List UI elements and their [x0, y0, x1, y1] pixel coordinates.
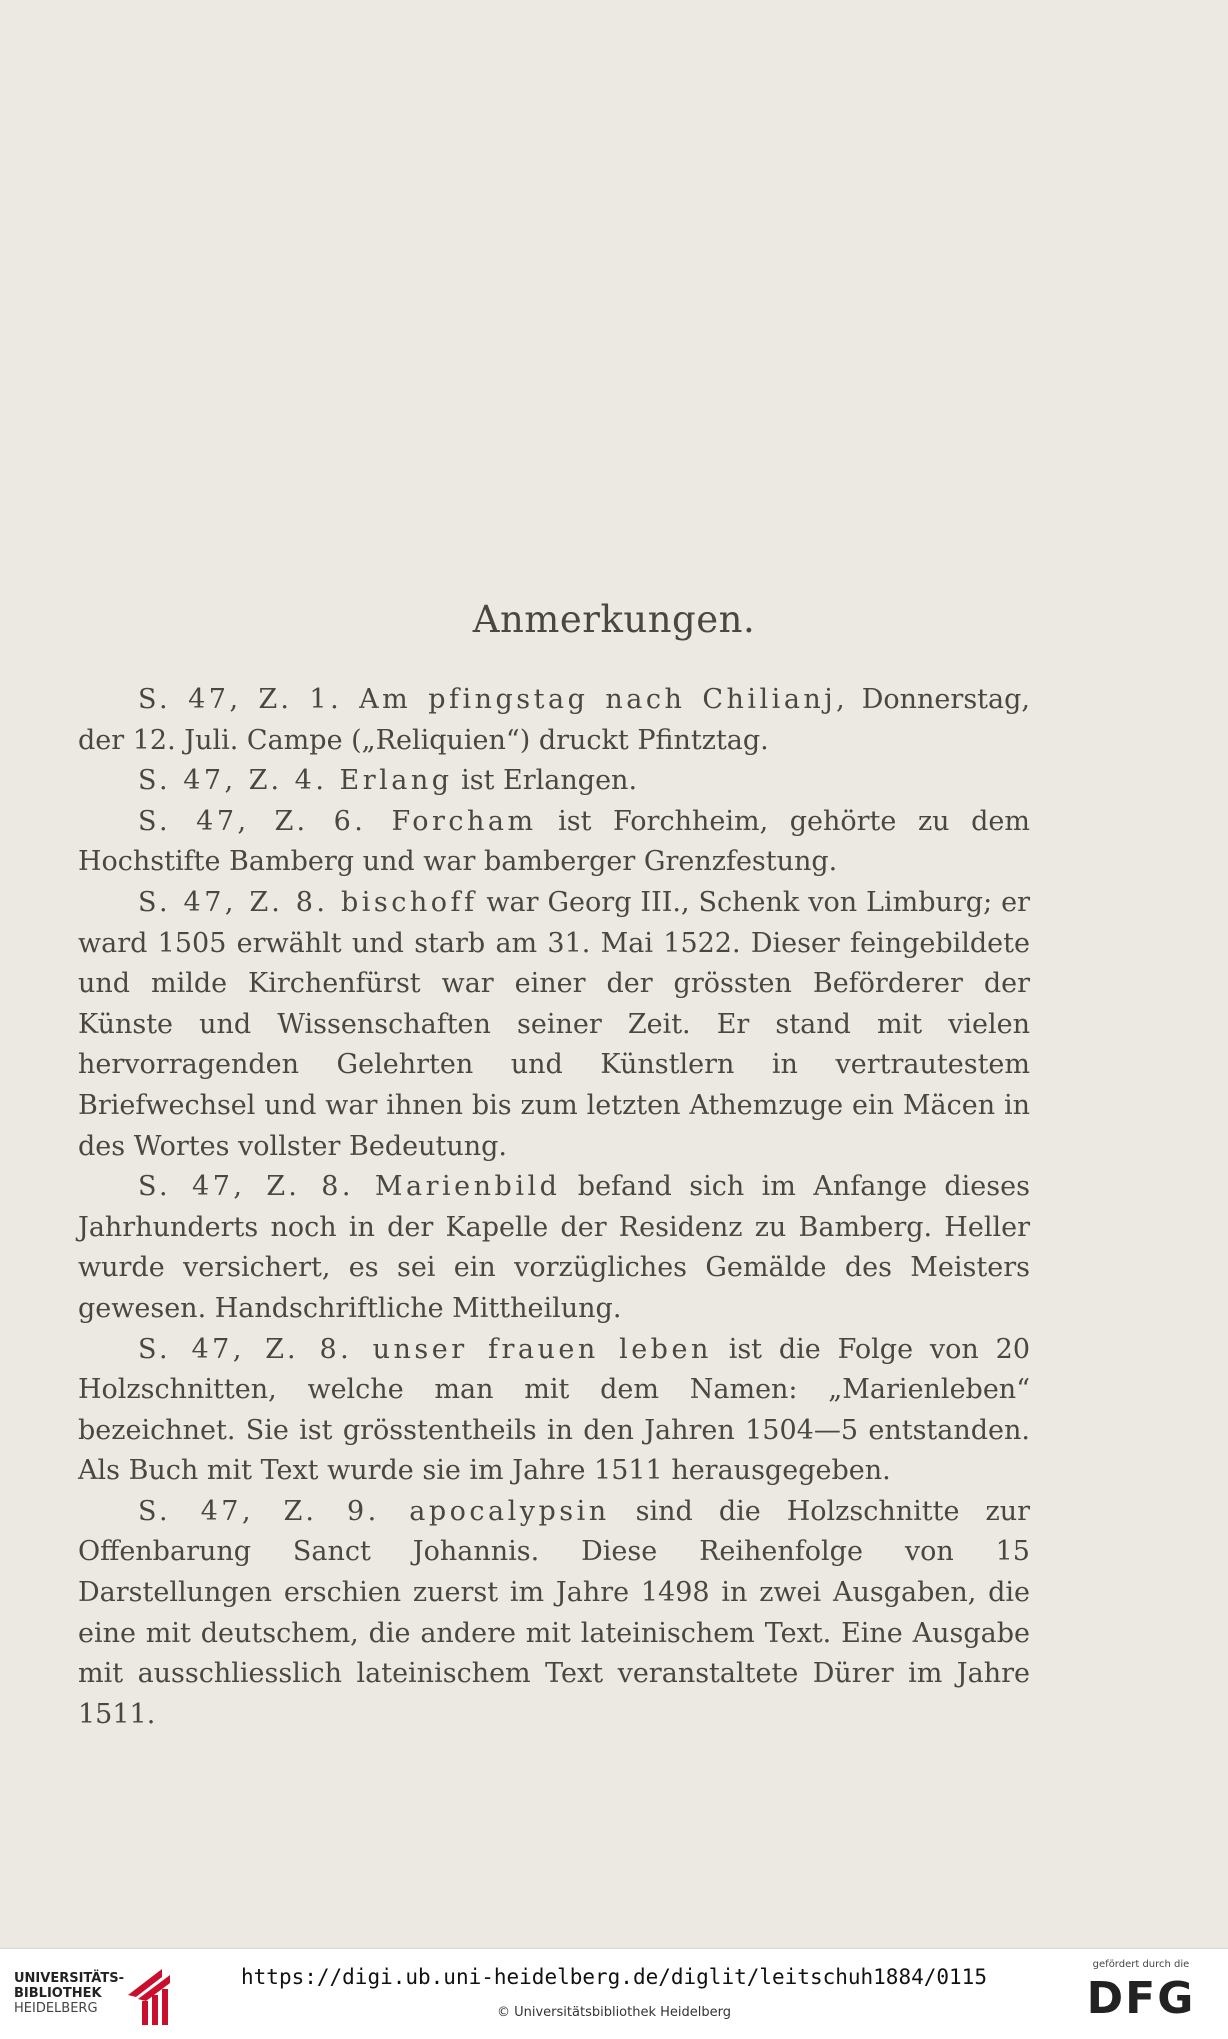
- note-paragraph: [78, 1492, 1030, 1736]
- footer-bar: [0, 1948, 1228, 2039]
- permalink-url[interactable]: https://digi.ub.uni-heidelberg.de/diglit/leitschuh1884/0115: [241, 1965, 987, 1989]
- note-paragraph: [78, 1167, 1030, 1329]
- funding-note: gefördert durch die: [1092, 1959, 1190, 1970]
- dfg-logo[interactable]: DFG: [1086, 1973, 1196, 2024]
- note-paragraph: [78, 883, 1030, 1167]
- note-text: ist Erlangen.: [452, 765, 638, 797]
- note-reference: S. 47, Z. 9. apocalypsin: [138, 1495, 610, 1527]
- note-reference: S. 47, Z. 8. Marienbild: [138, 1171, 561, 1203]
- note-text: Donnerstag, der 12. Juli. Campe („Reliquien“) druckt Pfintztag.: [78, 684, 1030, 756]
- library-name-line2: BIBLIOTHEK: [14, 1986, 102, 2001]
- notes-body: [78, 680, 1030, 1735]
- note-paragraph: [78, 1330, 1030, 1492]
- library-name-line1: UNIVERSITÄTS-: [14, 1971, 124, 1986]
- note-paragraph: [78, 680, 1030, 761]
- note-text: sind die Holzschnitte zur Offenbarung Sanct Johannis. Diese Reihenfolge von 15 Darstellungen erschien zuerst im Jahre 1498 in zwei Ausgaben, die eine mit deutschem, die andere mit lateinischem Text. Eine Ausgabe mit ausschliesslich lateinischem Text veranstaltete Dürer im Jahre 1511.: [78, 1495, 1030, 1730]
- note-paragraph: [78, 761, 1030, 802]
- note-text: befand sich im Anfange dieses Jahrhunderts noch in der Kapelle der Residenz zu Bamberg. Heller wurde versichert, es sei ein vorzügliches Gemälde des Meisters gewesen. Handschriftliche Mittheilung.: [78, 1171, 1030, 1324]
- note-paragraph: [78, 802, 1030, 883]
- library-name-line3: HEIDELBERG: [14, 2001, 98, 2016]
- note-reference: S. 47, Z. 4. Erlang: [138, 765, 453, 797]
- note-reference: S. 47, Z. 8. bischoff: [138, 886, 478, 918]
- note-text: ist die Folge von 20 Holzschnitten, welche man mit dem Namen: „Marienleben“ bezeichnet. Sie ist grösstentheils in den Jahren 1504—5 entstanden. Als Buch mit Text wurde sie im Jahre 1511 herausgegeben.: [78, 1333, 1031, 1487]
- note-reference: S. 47, Z. 1. Am pfingstag nach Chilianj,: [138, 684, 849, 715]
- copyright-note: © Universitätsbibliothek Heidelberg: [496, 2005, 731, 2020]
- note-reference: S. 47, Z. 8. unser frauen leben: [138, 1333, 712, 1365]
- note-text: war Georg III., Schenk von Limburg; er ward 1505 erwählt und starb am 31. Mai 1522. Dieser feingebildete und milde Kirchenfürst war einer der grössten Beförderer der Künste und Wissenschaften seiner Zeit. Er stand mit vielen hervorragenden Gelehrten und Künstlern in vertrautestem Briefwechsel und war ihnen bis zum letzten Athemzuge ein Mäcen in des Wortes vollster Bedeutung.: [78, 886, 1030, 1162]
- note-reference: S. 47, Z. 6. Forcham: [138, 805, 537, 837]
- page-heading: Anmerkungen.: [472, 598, 756, 641]
- note-text: ist Forchheim, gehörte zu dem Hochstifte Bamberg und war bamberger Grenzfestung.: [78, 805, 1030, 878]
